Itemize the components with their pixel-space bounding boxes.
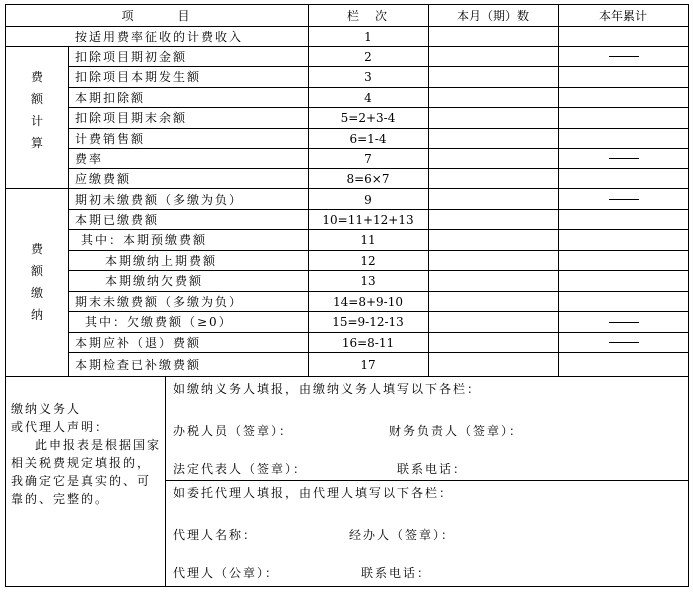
row-line <box>5 188 689 189</box>
row-line <box>5 26 689 27</box>
row-line <box>5 376 689 377</box>
year-dash <box>609 342 639 343</box>
row-label: 期初未缴费额（多缴为负） <box>75 193 244 207</box>
year-dash <box>609 158 639 159</box>
row-label: 费率 <box>75 152 104 166</box>
divider-agent-section <box>165 480 689 481</box>
row-label: 本期扣除额 <box>75 91 146 105</box>
row-label: 扣除项目期初金额 <box>75 50 188 64</box>
row-seq: 13 <box>360 274 376 288</box>
taxpayer-handler-field[interactable]: 办税人员（签章）： <box>173 424 294 438</box>
row-seq: 17 <box>360 358 376 372</box>
row-seq: 3 <box>364 70 372 84</box>
group-fee-calculation: 费 额 计 算 <box>30 70 43 150</box>
taxpayer-legal-field[interactable]: 法定代表人（签章）： <box>173 462 308 476</box>
divider-month-col <box>428 4 429 377</box>
fee-declaration-form <box>5 4 689 587</box>
row-label: 扣除项目期末余额 <box>75 111 188 125</box>
row-label: 扣除项目本期发生额 <box>75 70 202 84</box>
row-line <box>68 250 689 251</box>
year-dash <box>609 322 639 323</box>
row-label: 本期缴纳欠费额 <box>105 274 204 288</box>
row-line <box>68 352 689 353</box>
row-seq: 2 <box>364 50 372 64</box>
border-top <box>5 4 689 5</box>
row-label: 本期已缴费额 <box>75 213 160 227</box>
row-line <box>68 168 689 169</box>
divider-declaration <box>165 376 166 587</box>
header-item: 项 目 <box>121 9 192 23</box>
declaration-line: 相关税费规定填报的， <box>11 456 152 470</box>
declaration-line: 我确定它是真实的、可 <box>11 474 152 488</box>
row-seq: 8=6×7 <box>346 172 390 186</box>
divider-year-col <box>558 4 559 377</box>
row-line <box>68 311 689 312</box>
declaration-line: 或代理人声明： <box>11 420 110 434</box>
row-line <box>68 66 689 67</box>
row-line <box>68 148 689 149</box>
row-seq: 10=11+12+13 <box>322 213 414 227</box>
border-bottom <box>5 586 689 587</box>
border-left <box>5 4 6 587</box>
row-label: 本期缴纳上期费额 <box>105 254 218 268</box>
group-fee-payment: 费 额 缴 纳 <box>30 242 43 322</box>
row-line <box>68 87 689 88</box>
row-label: 计费销售额 <box>75 132 146 146</box>
row-label: 本期检查已补缴费额 <box>75 358 202 372</box>
row-line <box>68 209 689 210</box>
row-line <box>68 291 689 292</box>
row-label: 期末未缴费额（多缴为负） <box>75 295 244 309</box>
divider-group-col <box>68 46 69 377</box>
row-label: 其中：欠缴费额（≥0） <box>85 315 233 329</box>
taxpayer-phone-field[interactable]: 联系电话： <box>397 462 468 476</box>
taxpayer-heading: 如缴纳义务人填报，由缴纳义务人填写以下各栏： <box>173 382 482 396</box>
row-seq: 5=2+3-4 <box>340 111 396 125</box>
row-seq: 15=9-12-13 <box>332 315 404 329</box>
row-seq: 12 <box>360 254 376 268</box>
header-seq: 栏 次 <box>346 9 389 23</box>
header-year: 本年累计 <box>598 9 647 23</box>
agent-heading: 如委托代理人填报，由代理人填写以下各栏： <box>173 486 454 500</box>
row-seq: 11 <box>360 233 376 247</box>
row-line <box>68 229 689 230</box>
row-line <box>68 332 689 333</box>
row-label: 应缴费额 <box>75 172 132 186</box>
agent-operator-field[interactable]: 经办人（签章）： <box>349 528 456 542</box>
agent-name-field[interactable]: 代理人名称： <box>173 528 258 542</box>
declaration-line: 靠的、完整的。 <box>11 492 110 506</box>
year-dash <box>609 199 639 200</box>
taxpayer-finance-field[interactable]: 财务负责人（签章）： <box>389 424 524 438</box>
row-line <box>68 128 689 129</box>
row-line <box>68 107 689 108</box>
row-seq: 16=8-11 <box>341 336 395 350</box>
row-seq: 14=8+9-10 <box>333 295 403 309</box>
agent-phone-field[interactable]: 联系电话： <box>361 566 432 580</box>
year-dash <box>609 56 639 57</box>
declaration-line: 此申报表是根据国家 <box>35 438 162 452</box>
row-line <box>5 46 689 47</box>
row-label: 按适用费率征收的计费收入 <box>75 30 244 44</box>
declaration-line: 缴纳义务人 <box>11 402 82 416</box>
row-seq: 1 <box>364 30 372 44</box>
row-label: 本期应补（退）费额 <box>75 336 202 350</box>
agent-seal-field[interactable]: 代理人（公章）： <box>173 566 280 580</box>
row-seq: 4 <box>364 91 372 105</box>
row-seq: 7 <box>364 152 372 166</box>
row-label: 其中：本期预缴费额 <box>81 233 208 247</box>
border-right <box>688 4 689 587</box>
row-seq: 9 <box>364 193 372 207</box>
header-month: 本月（期）数 <box>456 9 529 23</box>
row-line <box>68 270 689 271</box>
row-seq: 6=1-4 <box>349 132 387 146</box>
